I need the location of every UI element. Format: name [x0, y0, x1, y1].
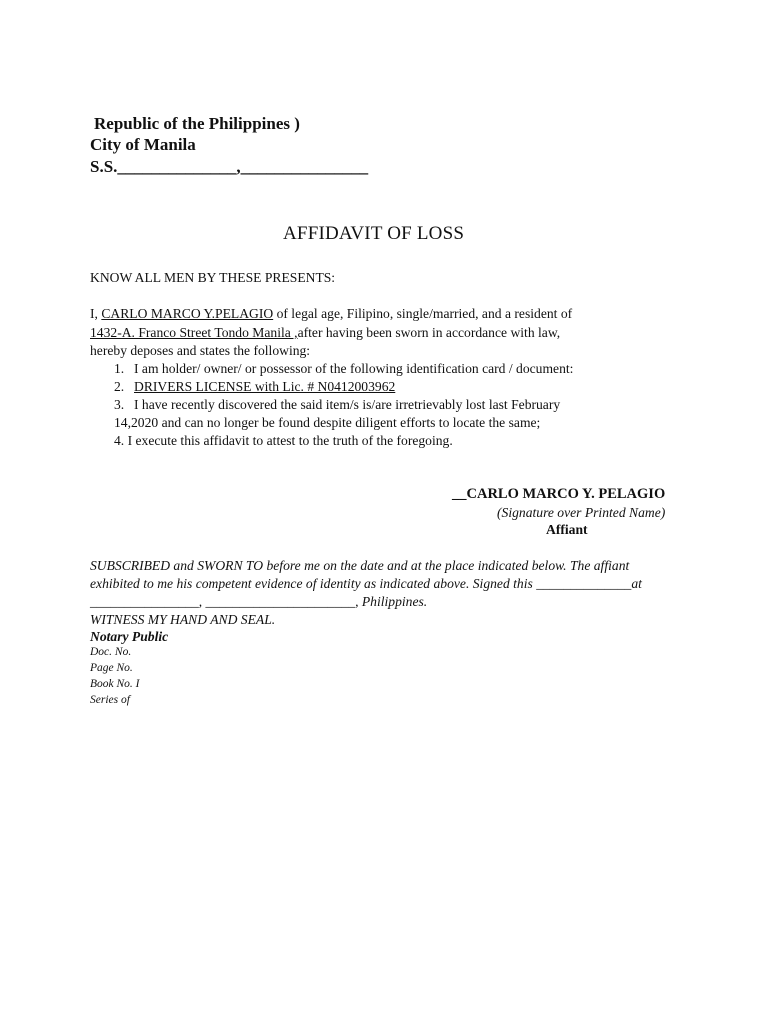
header-ss: S.S.______________,_______________: [90, 157, 369, 176]
jurat-line-2: exhibited to me his competent evidence of identity as indicated above. Signed this ______________at: [90, 576, 642, 591]
statement-line-2: [90, 325, 560, 341]
item-3-text-b: 14,2020 and can no longer be found despite diligent efforts to locate the same;: [114, 415, 541, 430]
notary-book-no: Book No. I: [90, 678, 140, 690]
statement-line-1: [90, 306, 572, 322]
statement-after-address: after having been sworn in accordance with law,: [297, 325, 561, 340]
notary-page-no: Page No.: [90, 662, 133, 674]
jurat-line-4: WITNESS MY HAND AND SEAL.: [90, 612, 276, 627]
statement-after-name: of legal age, Filipino, single/married, and a resident of: [273, 306, 573, 321]
item-2-text: DRIVERS LICENSE with Lic. # N0412003962: [134, 379, 396, 394]
statement-prefix: I,: [90, 306, 98, 321]
header-city: City of Manila: [90, 135, 196, 154]
affiant-name: CARLO MARCO Y.PELAGIO: [101, 306, 274, 321]
item-1-text: I am holder/ owner/ or possessor of the following identification card / document:: [134, 361, 574, 376]
header-republic: Republic of the Philippines ): [94, 114, 300, 133]
item-1-number: 1.: [114, 361, 125, 376]
statement-line-3: hereby deposes and states the following:: [90, 343, 311, 358]
document-title: AFFIDAVIT OF LOSS: [283, 223, 465, 244]
notary-doc-no: Doc. No.: [90, 646, 132, 658]
signature-caption: (Signature over Printed Name): [497, 505, 666, 520]
item-4-text: 4. I execute this affidavit to attest to the truth of the foregoing.: [114, 433, 453, 448]
affiant-address: 1432-A. Franco Street Tondo Manila ,: [90, 325, 298, 340]
signature-name: __CARLO MARCO Y. PELAGIO: [452, 486, 666, 502]
item-3-number: 3.: [114, 397, 125, 412]
notary-label: Notary Public: [90, 629, 169, 644]
intro-line: KNOW ALL MEN BY THESE PRESENTS:: [90, 270, 336, 285]
notary-series: Series of: [90, 694, 130, 706]
jurat-line-1: SUBSCRIBED and SWORN TO before me on the date and at the place indicated below. The affiant: [90, 558, 630, 573]
item-2-number: 2.: [114, 379, 125, 394]
signature-role: Affiant: [546, 522, 588, 537]
item-3-text-a: I have recently discovered the said item/s is/are irretrievably lost last February: [134, 397, 561, 412]
jurat-line-3: ________________, ______________________, Philippines.: [90, 594, 428, 609]
